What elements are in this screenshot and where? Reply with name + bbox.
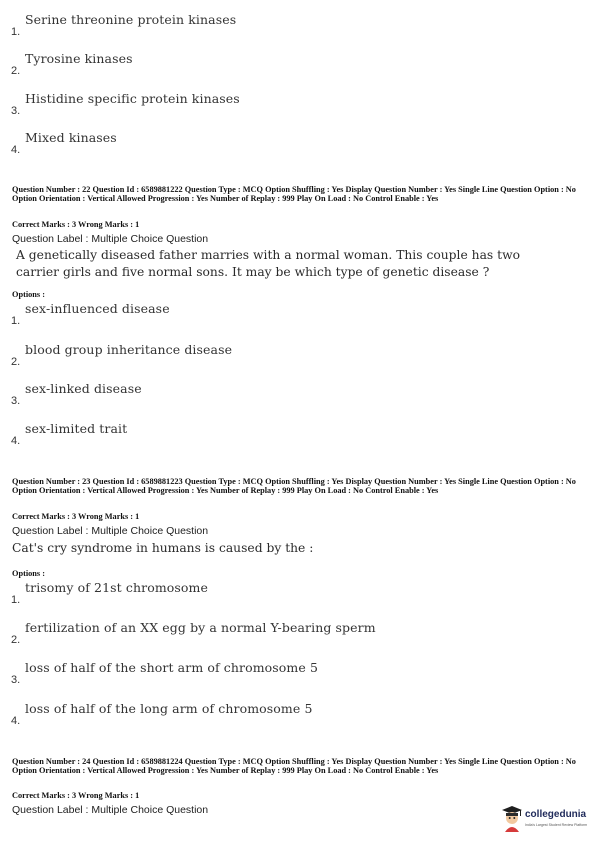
- option-1[interactable]: [11, 580, 571, 606]
- option-text: Serine threonine protein kinases: [25, 12, 237, 27]
- option-text: Histidine specific protein kinases: [25, 91, 240, 106]
- option-2[interactable]: [11, 342, 571, 368]
- option-number: 3.: [11, 395, 21, 407]
- option-number: 2.: [11, 356, 21, 368]
- option-text: fertilization of an XX egg by a normal Y-bearing sperm: [25, 620, 376, 635]
- option-text: blood group inheritance disease: [25, 342, 233, 357]
- question-label: Question Label : Multiple Choice Question: [12, 233, 209, 245]
- option-text: loss of half of the short arm of chromosome 5: [25, 660, 319, 675]
- option-3[interactable]: [11, 660, 571, 686]
- option-number: 4.: [11, 715, 21, 727]
- options-label: Options :: [12, 290, 45, 299]
- option-number: 3.: [11, 674, 21, 686]
- option-number: 4.: [11, 435, 21, 447]
- option-4[interactable]: [11, 421, 571, 447]
- option-text: Tyrosine kinases: [25, 51, 133, 66]
- option-number: 4.: [11, 144, 21, 156]
- question-text: A genetically diseased father marries with a normal woman. This couple has two carrier girls and five normal sons. It may be which type of genetic disease ?: [16, 248, 521, 279]
- question-marks: Correct Marks : 3 Wrong Marks : 1: [12, 791, 140, 800]
- option-2[interactable]: [11, 51, 571, 77]
- option-number: 1.: [11, 594, 21, 606]
- option-number: 2.: [11, 65, 21, 77]
- question-meta: Question Number : 24 Question Id : 6589881224 Question Type : MCQ Option Shuffling : Yes Display Question Number : Yes Single Line Question Option : No Option Orientation : Vertical Allowed Progression : Yes Number of Replay : 999 Play On Load : No Control Enable : Yes: [12, 757, 576, 775]
- logo-name: collegedunia: [525, 809, 587, 820]
- option-3[interactable]: [11, 91, 571, 117]
- option-4[interactable]: [11, 701, 571, 727]
- question-label: Question Label : Multiple Choice Question: [12, 804, 209, 816]
- option-text: Mixed kinases: [25, 130, 117, 145]
- option-text: trisomy of 21st chromosome: [25, 580, 208, 595]
- question-meta: Question Number : 22 Question Id : 6589881222 Question Type : MCQ Option Shuffling : Yes Display Question Number : Yes Single Line Question Option : No Option Orientation : Vertical Allowed Progression : Yes Number of Replay : 999 Play On Load : No Control Enable : Yes: [12, 185, 576, 203]
- option-4[interactable]: [11, 130, 571, 156]
- options-label: Options :: [12, 569, 45, 578]
- option-text: sex-limited trait: [25, 421, 128, 436]
- option-text: loss of half of the long arm of chromosome 5: [25, 701, 313, 716]
- option-number: 3.: [11, 105, 21, 117]
- option-number: 1.: [11, 315, 21, 327]
- option-1[interactable]: [11, 12, 571, 38]
- question-marks: Correct Marks : 3 Wrong Marks : 1: [12, 512, 140, 521]
- option-number: 2.: [11, 634, 21, 646]
- graduate-mascot-icon: [501, 805, 523, 833]
- option-text: sex-linked disease: [25, 381, 142, 396]
- question-label: Question Label : Multiple Choice Question: [12, 525, 209, 537]
- collegedunia-logo: [501, 804, 593, 834]
- option-2[interactable]: [11, 620, 571, 646]
- question-marks: Correct Marks : 3 Wrong Marks : 1: [12, 220, 140, 229]
- logo-tagline: India's Largest Student Review Platform: [525, 823, 588, 827]
- question-meta: Question Number : 23 Question Id : 6589881223 Question Type : MCQ Option Shuffling : Yes Display Question Number : Yes Single Line Question Option : No Option Orientation : Vertical Allowed Progression : Yes Number of Replay : 999 Play On Load : No Control Enable : Yes: [12, 477, 576, 495]
- option-1[interactable]: [11, 301, 571, 327]
- option-number: 1.: [11, 26, 21, 38]
- question-text: Cat's cry syndrome in humans is caused by the :: [12, 541, 314, 555]
- option-3[interactable]: [11, 381, 571, 407]
- option-text: sex-influenced disease: [25, 301, 170, 316]
